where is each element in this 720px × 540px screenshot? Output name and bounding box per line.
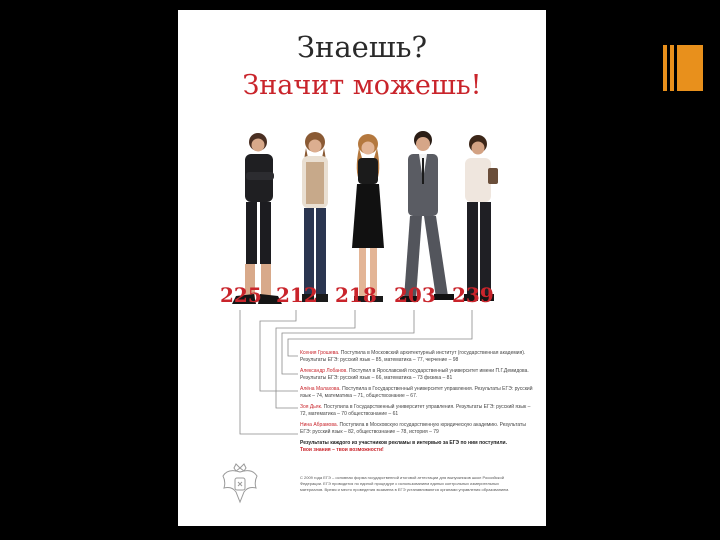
closing-text: Результаты каждого из участников рекламы в интервью за ЕГЭ по ним поступили. Твои знания – твои возможности! <box>300 440 508 453</box>
coat-of-arms-icon <box>220 462 260 506</box>
poster-image <box>178 10 546 526</box>
footnote: С 2009 года ЕГЭ – основная форма государственной итоговой аттестации для выпускников школ Российской Федерации. ЕГЭ проводится по единой процедуре с использованием единых контрольных измерительных материалов. Время и место проведения экзамена в ЕГЭ устанавливаются органами управления образованием. <box>300 475 510 492</box>
list-item: Александр Лобанов. Поступил в Ярославский государственный университет имени П.Г.Демидова. Результаты ЕГЭ: русский язык – 66, математика – 73 физика – 81 <box>300 368 529 381</box>
list-item: Нина Абрамова. Поступила в Московскую государственную юридическую академию. Результаты ЕГЭ: русский язык – 82, обществознание – 78, история – 79 <box>300 422 526 435</box>
list-item: Ксения Грошева. Поступила в Московский архитектурный институт (государственная академия). Результаты ЕГЭ: русский язык – 85, математика – 77, черчение – 98 <box>300 350 526 363</box>
score-239: 239 <box>452 283 494 307</box>
list-item: Зоя Дьяк. Поступила в Государственный университет управления. Результаты ЕГЭ: русский язык – 72, математика – 70 обществознание – 61 <box>300 404 531 417</box>
accent-bar <box>663 45 667 91</box>
poster-title-line1: Знаешь? <box>296 30 428 64</box>
slide-accent-bars <box>663 45 703 91</box>
score-218: 218 <box>335 283 377 307</box>
score-212: 212 <box>276 283 318 307</box>
accent-bar <box>677 45 703 91</box>
score-203: 203 <box>394 283 436 307</box>
list-item: Алёна Малахова. Поступила в Государственный университет управления. Результаты ЕГЭ: русский язык – 74, математика – 71, обществознание – 67. <box>300 386 533 399</box>
score-225: 225 <box>220 283 262 307</box>
poster-title-line2: Значит можешь! <box>242 70 482 101</box>
students-list <box>300 350 536 454</box>
accent-bar <box>670 45 674 91</box>
